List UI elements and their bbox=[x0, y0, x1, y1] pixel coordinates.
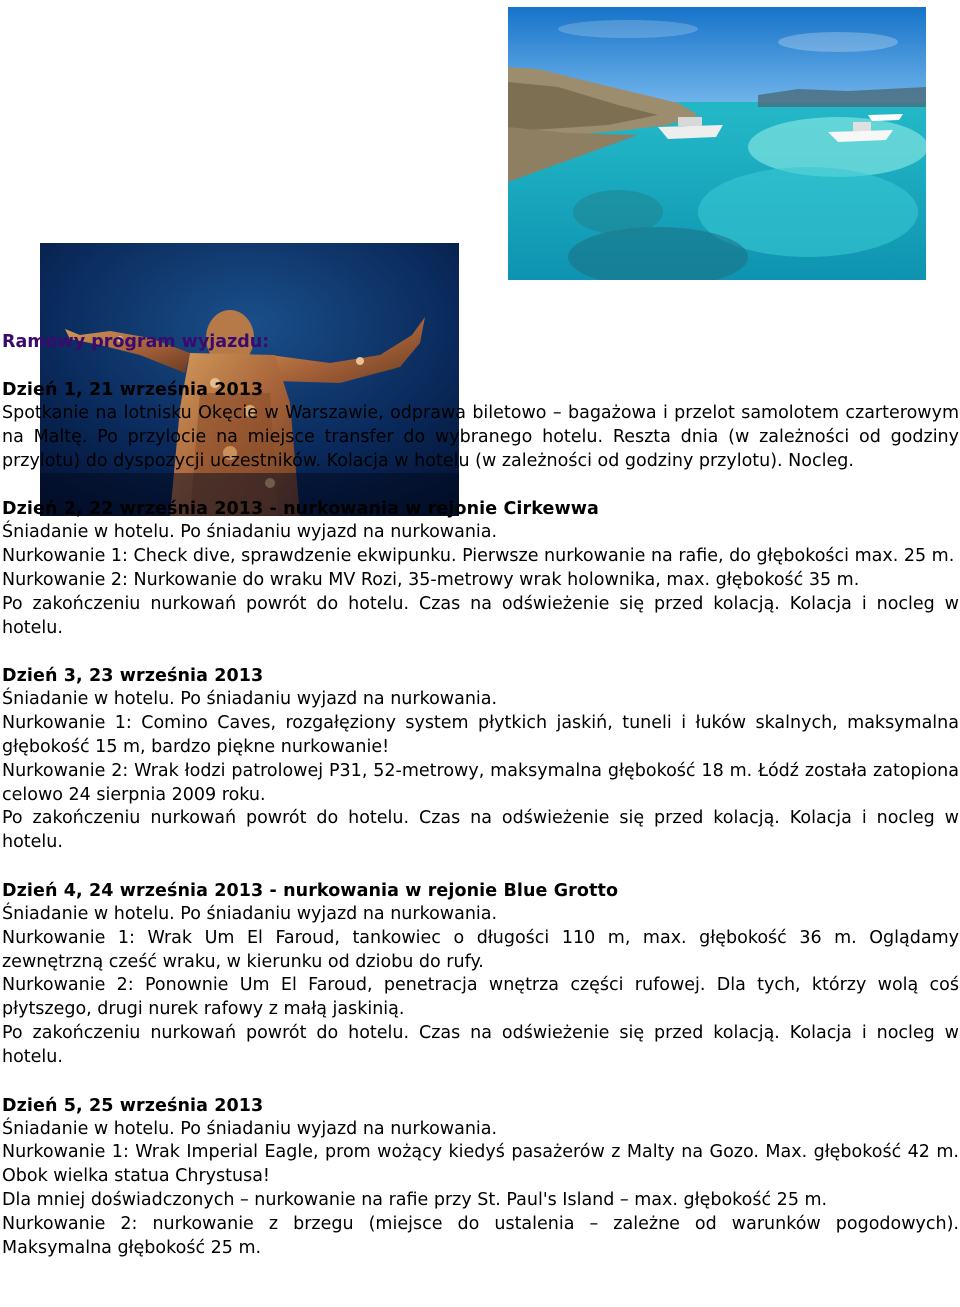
day-2 bbox=[2, 497, 959, 640]
day-5 bbox=[2, 1094, 959, 1261]
day-heading: Dzień 2, 22 września 2013 - nurkowania w rejonie Cirkewwa bbox=[2, 499, 599, 520]
day-paragraph: Śniadanie w hotelu. Po śniadaniu wyjazd na nurkowania. bbox=[2, 903, 498, 924]
day-paragraph: Po zakończeniu nurkowań powrót do hotelu. Czas na odświeżenie się przed kolacją. Kolacja i nocleg w hotelu. bbox=[2, 808, 959, 853]
day-heading: Dzień 5, 25 września 2013 bbox=[2, 1095, 264, 1116]
day-paragraph: Śniadanie w hotelu. Po śniadaniu wyjazd na nurkowania. bbox=[2, 1118, 498, 1139]
day-paragraph: Nurkowanie 2: Ponownie Um El Faroud, penetracja wnętrza części rufowej. Dla tych, którzy wolą coś płytszego, drugi nurek rafowy z małą jaskinią. bbox=[2, 975, 959, 1020]
day-3 bbox=[2, 664, 959, 855]
day-paragraph: Spotkanie na lotnisku Okęcie w Warszawie, odprawa biletowo – bagażowa i przelot samolotem czarterowym na Maltę. Po przylocie na miejsce transfer do wybranego hotelu. Reszta dnia (w zależności od godziny przylotu) do dyspozycji uczestników. Kolacja w hotelu (w zależności od godziny przylotu). Nocleg. bbox=[2, 403, 959, 471]
day-paragraph: Po zakończeniu nurkowań powrót do hotelu. Czas na odświeżenie się przed kolacją. Kolacja i nocleg w hotelu. bbox=[2, 1022, 959, 1067]
day-paragraph: Nurkowanie 2: Wrak łodzi patrolowej P31, 52-metrowy, maksymalna głębokość 18 m. Łódź została zatopiona celowo 24 sierpnia 2009 roku. bbox=[2, 760, 959, 805]
trip-program bbox=[2, 330, 959, 1260]
day-paragraph: Nurkowanie 2: nurkowanie z brzegu (miejsce do ustalenia – zależne od warunków pogodowych). Maksymalna głębokość 25 m. bbox=[2, 1213, 959, 1258]
day-paragraph: Po zakończeniu nurkowań powrót do hotelu. Czas na odświeżenie się przed kolacją. Kolacja i nocleg w hotelu. bbox=[2, 593, 959, 638]
program-title: Ramowy program wyjazdu: bbox=[2, 332, 270, 352]
day-paragraph: Śniadanie w hotelu. Po śniadaniu wyjazd na nurkowania. bbox=[2, 522, 498, 543]
day-paragraph: Nurkowanie 1: Wrak Imperial Eagle, prom wożący kiedyś pasażerów z Malty na Gozo. Max. głębokość 42 m. Obok wielka statua Chrystusa! bbox=[2, 1142, 959, 1187]
blue-lagoon-icon bbox=[508, 7, 926, 280]
day-heading: Dzień 4, 24 września 2013 - nurkowania w rejonie Blue Grotto bbox=[2, 880, 619, 901]
blue-lagoon-photo bbox=[508, 7, 926, 280]
day-heading: Dzień 1, 21 września 2013 bbox=[2, 380, 264, 400]
day-paragraph: Dla mniej doświadczonych – nurkowanie na rafie przy St. Paul's Island – max. głębokość 25 m. bbox=[2, 1189, 828, 1210]
day-4 bbox=[2, 879, 959, 1070]
day-paragraph: Nurkowanie 1: Check dive, sprawdzenie ekwipunku. Pierwsze nurkowanie na rafie, do głębokości max. 25 m. bbox=[2, 546, 955, 567]
day-paragraph: Nurkowanie 1: Comino Caves, rozgałęziony system płytkich jaskiń, tuneli i łuków skalnych, maksymalna głębokość 15 m, bardzo piękne nurkowanie! bbox=[2, 713, 959, 757]
day-1 bbox=[2, 378, 959, 473]
day-paragraph: Śniadanie w hotelu. Po śniadaniu wyjazd na nurkowania. bbox=[2, 689, 498, 710]
day-paragraph: Nurkowanie 1: Wrak Um El Faroud, tankowiec o długości 110 m, max. głębokość 36 m. Oglądamy zewnętrzną cześć wraku, w kierunku od dziobu do rufy. bbox=[2, 927, 959, 972]
day-heading: Dzień 3, 23 września 2013 bbox=[2, 666, 264, 687]
day-paragraph: Nurkowanie 2: Nurkowanie do wraku MV Rozi, 35-metrowy wrak holownika, max. głębokość 35 m. bbox=[2, 569, 860, 590]
